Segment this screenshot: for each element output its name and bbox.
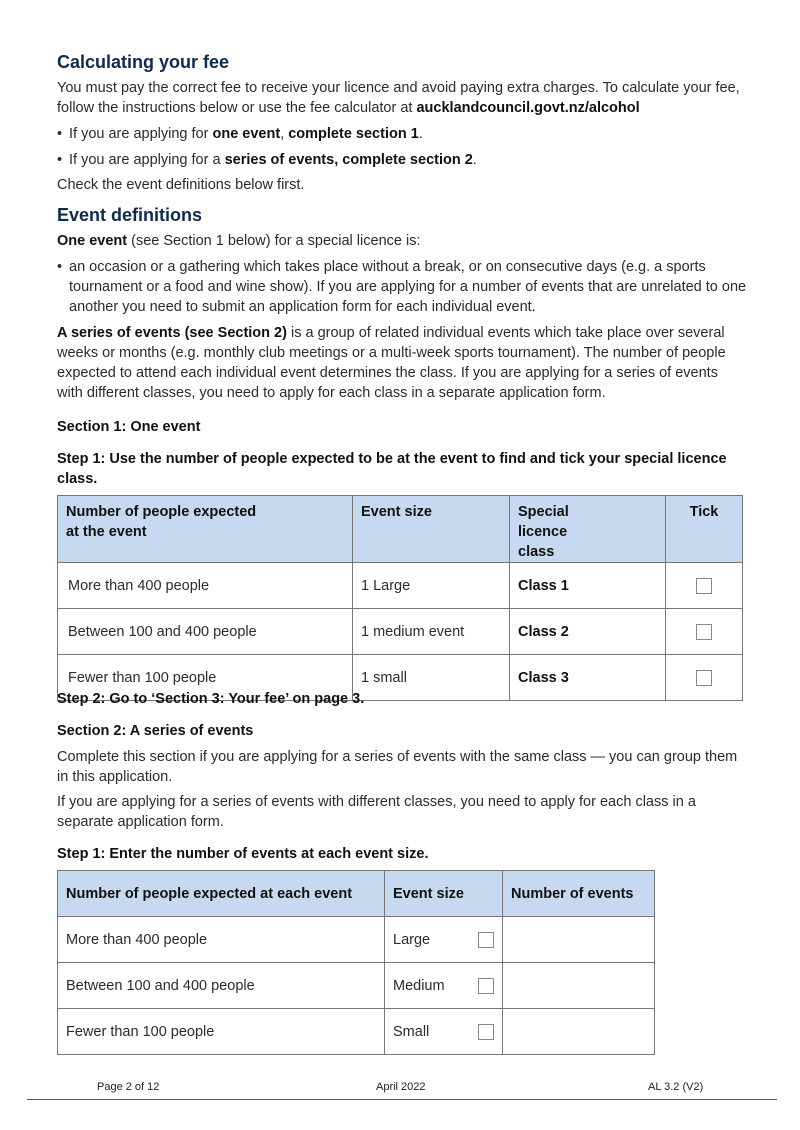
td [385,917,503,963]
section1-step2 [57,689,747,709]
calc-intro [57,78,747,118]
t: A series of events (see Section 2) [57,325,287,341]
table-row [58,563,743,609]
tick-checkbox-class1[interactable] [696,578,712,594]
td: More than 400 people [58,563,353,609]
t: Class 2 [518,623,569,640]
section2-step1 [57,844,747,864]
footer-code: AL 3.2 (V2) [648,1081,704,1093]
th: Number of people expected at the event [58,496,353,563]
section2-p1: Complete this section if you are applying for a series of events with the same class — you can group them in this application. [57,749,738,785]
heading-calculating-fee: Calculating your fee [57,52,230,72]
section1-step1 [57,449,747,489]
t: . [418,126,423,142]
td: Fewer than 100 people [58,1009,385,1055]
t: Step 1: Enter the number of events at each event size. [57,846,429,862]
td: Fewer than 100 people [58,655,353,701]
heading-event-definitions: Event definitions [57,205,203,225]
th: Number of people expected at each event [58,871,385,917]
t: is a group of related individual events which take place over several weeks or months (e.g. monthly club meetings or a multi-week sports tournament). The number of people expected to attend each individual event determines the class. If you are applying for a series of events with different classes, you need to apply for each class in a separate application form. [57,325,726,401]
tick-checkbox-class3[interactable] [696,670,712,686]
number-of-events-medium-input[interactable] [503,963,655,1009]
t: , [280,126,289,142]
section2-heading [57,721,747,741]
defs-section [57,205,747,403]
t: If you are applying for a [69,152,225,168]
td: 1 Large [353,563,510,609]
check-note: Check the event definitions below first. [57,177,305,193]
table-row [58,963,655,1009]
td [385,1009,503,1055]
table-row [58,609,743,655]
table-row [58,917,655,963]
fee-calculator-link[interactable]: aucklandcouncil.govt.nz/alcohol [416,100,640,116]
td: 1 medium event [353,609,510,655]
t: If you are applying for [69,126,213,142]
number-of-events-small-input[interactable] [503,1009,655,1055]
licence-class-table [57,495,743,701]
td: More than 400 people [58,917,385,963]
t: one event [212,126,281,142]
t: Small [393,1023,430,1040]
footer-date: April 2022 [376,1081,426,1093]
tick-checkbox-class2[interactable] [696,624,712,640]
large-checkbox[interactable] [478,932,494,948]
series-events-table [57,870,655,1055]
one-event-def [57,231,747,251]
td: Between 100 and 400 people [58,609,353,655]
t: Step 1: Use the number of people expected to be at the event to find and tick your special licence class. [57,451,727,487]
t: Large [393,931,431,948]
th: Event size [385,871,503,917]
one-event-bullet: • an occasion or a gathering which takes place without a break, or on consecutive days (e.g. a sports tournament or a food and wine show). If you are applying for a number of events that are unrelated to one another you need to submit an application form for each individual event. [57,257,747,317]
footer-divider [27,1099,777,1100]
calc-section [57,52,747,195]
t: Section 1: One event [57,419,201,435]
section2-p2: If you are applying for a series of events with different classes, you need to apply for each class in a separate application form. [57,794,696,830]
t: Step 2: Go to ‘Section 3: Your fee’ on page 3. [57,691,365,707]
td [510,609,666,655]
t: . [472,152,477,168]
td [510,563,666,609]
medium-checkbox[interactable] [478,978,494,994]
bullet-one-event [57,124,747,144]
small-checkbox[interactable] [478,1024,494,1040]
t: Section 2: A series of events [57,723,254,739]
t: (see Section 1 below) for a special licence is: [127,233,421,249]
td: 1 small [353,655,510,701]
t: One event [57,233,128,249]
th: Tick [666,496,743,563]
th: Number of events [503,871,655,917]
t: series of events, complete section 2 [224,152,473,168]
footer-page: Page 2 of 12 [97,1081,160,1093]
t: Class 1 [518,577,569,594]
th: Special licence class [510,496,666,563]
t: Medium [393,977,445,994]
t: complete section 1 [288,126,419,142]
series-def [57,323,747,403]
td [385,963,503,1009]
section1-heading [57,417,747,437]
t: Class 3 [518,669,569,686]
number-of-events-large-input[interactable] [503,917,655,963]
table-row [58,1009,655,1055]
calc-intro-text: You must pay the correct fee to receive your licence and avoid paying extra charges. To calculate your fee, follow the instructions below or use the fee calculator at [57,80,740,116]
th: Event size [353,496,510,563]
td: Between 100 and 400 people [58,963,385,1009]
bullet-series [57,150,747,170]
